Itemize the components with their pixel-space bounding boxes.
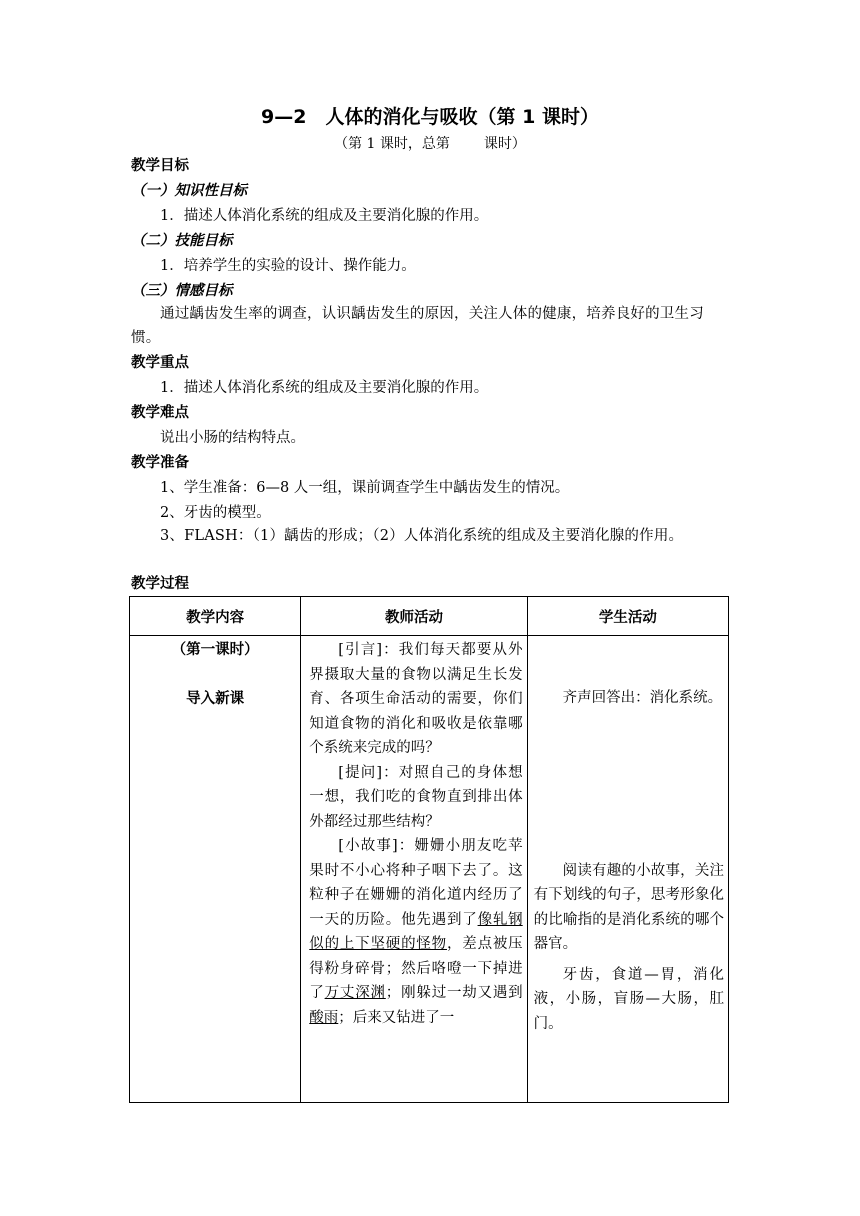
key-points-heading: 教学重点 <box>131 355 189 371</box>
emotion-objective-item: 通过龋齿发生率的调查，认识龋齿发生的原因，关注人体的健康，培养良好的卫生习惯。 <box>131 306 704 346</box>
column-header-student: 学生活动 <box>527 597 728 636</box>
key-points-item: 1．描述人体消化系统的组成及主要消化腺的作用。 <box>160 380 489 396</box>
preparation-heading: 教学准备 <box>131 455 189 471</box>
content-cell <box>130 636 301 1103</box>
process-heading: 教学过程 <box>131 576 189 592</box>
page-title: 9—2 人体的消化与吸收（第 1 课时） <box>261 106 599 128</box>
column-header-teacher: 教师活动 <box>301 597 527 636</box>
teacher-story-paragraph: [小故事]：姗姗小朋友吃苹果时不小心将种子咽下去了。这粒种子在姗姗的消化道内经历了一天的历险。他先遇到了像轧钢似的上下坚硬的怪物，差点被压得粉身碎骨；然后咯噔一下掉进了万丈深渊；刚躲过一劫又遇到酸雨；后来又钻进了一 <box>309 838 523 1026</box>
preparation-item-2: 2、牙齿的模型。 <box>160 505 271 521</box>
preparation-item-1: 1、学生准备：6—8 人一组，课前调查学生中龋齿发生的情况。 <box>160 480 570 496</box>
student-activity-cell <box>527 636 728 1103</box>
emotion-objective-heading: （三）情感目标 <box>131 283 233 299</box>
session-label: （第一课时） <box>171 642 259 658</box>
underlined-phrase: 酸雨 <box>309 1009 339 1026</box>
teacher-activity-cell <box>301 636 527 1103</box>
skill-objective-item: 1．培养学生的实验的设计、操作能力。 <box>160 258 416 274</box>
underlined-phrase: 万丈深渊 <box>324 985 386 1001</box>
table-row <box>130 636 729 1103</box>
teacher-intro-paragraph: [引言]：我们每天都要从外界摄取大量的食物以满足生长发育、各项生命活动的需要，你们知道食物的消化和吸收是依靠哪个系统来完成的吗？ <box>309 642 523 756</box>
student-reading-paragraph: 阅读有趣的小故事，关注有下划线的句子，思考形象化的比喻指的是消化系统的哪个器官。 <box>533 862 724 952</box>
lesson-subtitle: （第 1 课时，总第 课时） <box>334 136 526 152</box>
objectives-heading: 教学目标 <box>131 158 189 174</box>
teaching-process-table <box>129 596 729 1103</box>
column-header-content: 教学内容 <box>130 597 301 636</box>
table-header-row <box>130 597 729 636</box>
difficulties-item: 说出小肠的结构特点。 <box>160 430 305 446</box>
knowledge-objective-item: 1．描述人体消化系统的组成及主要消化腺的作用。 <box>160 208 489 224</box>
section-label: 导入新课 <box>186 690 245 707</box>
teacher-question-paragraph: [提问]：对照自己的身体想一想，我们吃的食物直到排出体外都经过那些结构？ <box>309 764 523 830</box>
preparation-item-3: 3、FLASH：（1）龋齿的形成；（2）人体消化系统的组成及主要消化腺的作用。 <box>160 528 684 544</box>
student-answer-paragraph: 齐声回答出：消化系统。 <box>562 690 723 706</box>
knowledge-objective-heading: （一）知识性目标 <box>131 183 247 199</box>
skill-objective-heading: （二）技能目标 <box>131 233 233 249</box>
underlined-phrase: 像轧钢似的上下坚硬的怪物 <box>309 911 523 952</box>
student-organs-paragraph: 牙齿，食道—胃，消化液，小肠，盲肠—大肠，肛门。 <box>533 966 724 1032</box>
difficulties-heading: 教学难点 <box>131 405 189 421</box>
